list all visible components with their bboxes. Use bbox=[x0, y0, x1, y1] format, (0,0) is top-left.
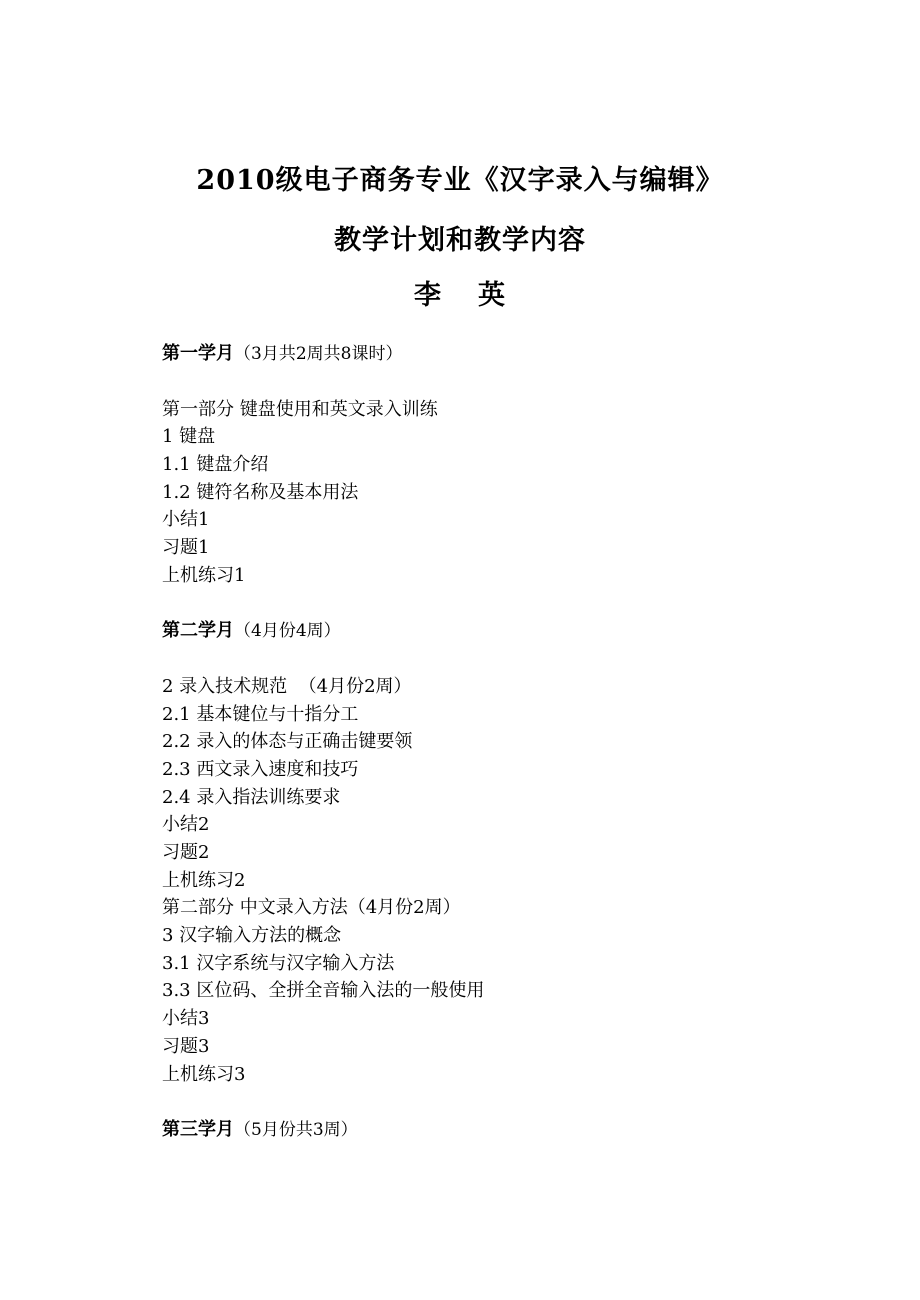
list-item: 2.2 录入的体态与正确击键要领 bbox=[162, 731, 413, 753]
list-item: 第一部分 键盘使用和英文录入训练 bbox=[162, 398, 438, 420]
month-note: （5月份共3周） bbox=[234, 1119, 358, 1140]
list-item: 1.2 键符名称及基本用法 bbox=[162, 481, 359, 503]
list-item: 1 键盘 bbox=[162, 426, 216, 448]
list-item: 习题1 bbox=[162, 537, 210, 559]
month-heading-3 bbox=[162, 1116, 882, 1144]
list-item: 小结1 bbox=[162, 509, 210, 531]
list-item: 2 录入技术规范 （4月份2周） bbox=[162, 675, 412, 697]
document-author bbox=[0, 273, 920, 312]
list-item: 上机练习2 bbox=[162, 869, 246, 891]
syllabus-content bbox=[162, 340, 882, 1144]
list-item: 3.1 汉字系统与汉字输入方法 bbox=[162, 952, 395, 974]
list-item: 习题2 bbox=[162, 842, 210, 863]
month-name: 第三学月 bbox=[162, 1118, 234, 1140]
month-name: 第一学月 bbox=[162, 343, 234, 364]
month-name: 第二学月 bbox=[162, 620, 234, 642]
list-item: 第二部分 中文录入方法（4月份2周） bbox=[162, 897, 461, 919]
list-item: 3.3 区位码、全拼全音输入法的一般使用 bbox=[162, 980, 485, 1002]
author-surname: 李 bbox=[414, 280, 442, 311]
document-subtitle: 教学计划和教学内容 bbox=[334, 225, 586, 256]
author-given-name: 英 bbox=[478, 280, 506, 311]
month-heading-2 bbox=[162, 617, 882, 645]
month-note: （3月共2周共8课时） bbox=[234, 344, 403, 364]
month-heading-1 bbox=[162, 340, 882, 368]
list-item: 2.1 基本键位与十指分工 bbox=[162, 703, 359, 725]
list-item: 2.4 录入指法训练要求 bbox=[162, 786, 341, 808]
list-item: 1.1 键盘介绍 bbox=[162, 454, 269, 476]
list-item: 上机练习1 bbox=[162, 564, 246, 586]
list-item: 2.3 西文录入速度和技巧 bbox=[162, 758, 359, 780]
list-item: 3 汉字输入方法的概念 bbox=[162, 925, 342, 947]
list-item: 习题3 bbox=[162, 1035, 210, 1057]
document-title: 2010级电子商务专业《汉字录入与编辑》 bbox=[196, 165, 724, 196]
list-item: 小结3 bbox=[162, 1008, 210, 1030]
list-item: 小结2 bbox=[162, 814, 210, 836]
month-note: （4月份4周） bbox=[234, 621, 341, 642]
list-item: 上机练习3 bbox=[162, 1063, 246, 1085]
